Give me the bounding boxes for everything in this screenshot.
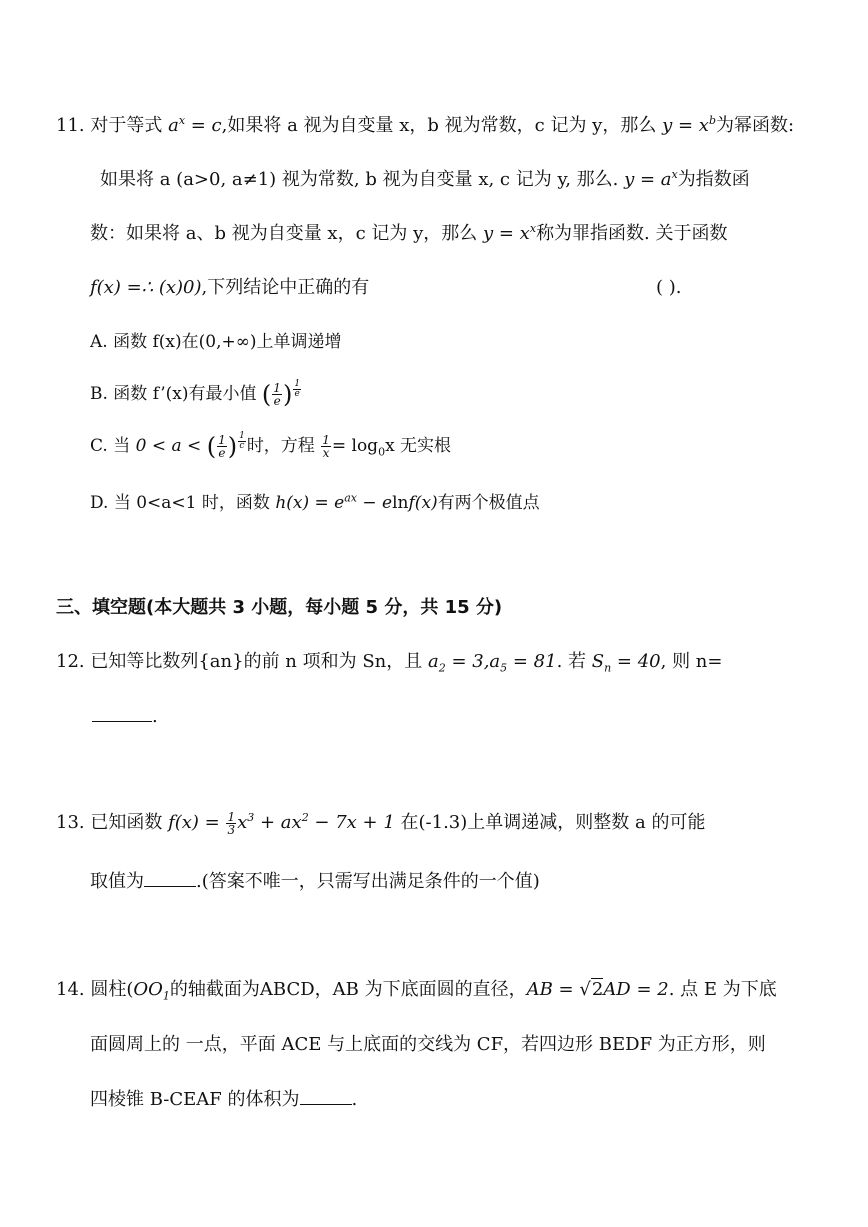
q12-suffix: , 则 n= (660, 651, 723, 672)
q14-l3-prefix: 四棱锥 B-CEAF 的体积为 (90, 1089, 300, 1110)
q11-optd-suffix: 有两个极值点 (437, 493, 540, 513)
q11-answer-paren: ( ). (656, 277, 682, 298)
q11-option-c: C. 当 0 < a < ( $\frac{1}{e}$ ) $^{\frac{1}{c}}$ 时，方程 $\frac{1}{x}$ = $\log_0x$ 无实根 (90, 431, 452, 461)
q13-suffix: 在(-1.3)上单调递减，则整数 a 的可能 (394, 812, 706, 833)
q11-option-d (90, 490, 540, 516)
q11-line3-prefix: 数：如果将 a、b 视为自变量 x，c 记为 y，那么 (90, 223, 483, 244)
q11-optb-prefix: B. 函数 f’(x)有最小值 (90, 384, 262, 405)
q14-axis: $OO_1$ (133, 979, 170, 1003)
q14-suffix: . 点 E 为下底 (668, 979, 777, 1000)
q11-line4-text: ,下列结论中正确的有 (201, 277, 370, 298)
q11-function-def: f(x) =∴ (x)0) (90, 277, 202, 298)
q14-answer-blank[interactable] (300, 1086, 352, 1105)
q11-line-4 (90, 275, 730, 301)
q11-option-b: B. 函数 f’(x)有最小值 ( $\frac{1}{e}$ ) $^{\frac{1}{e}}$ (90, 379, 301, 409)
q11-equation-power: $y = x^b$ (662, 114, 716, 136)
q13-line-1 (56, 810, 705, 836)
q13-l2-prefix: 取值为 (90, 871, 144, 892)
q11-line1-mid: ,如果将 a 视为自变量 x，b 视为常数，c 记为 y，那么 (221, 115, 663, 136)
q12-line-1 (56, 649, 722, 675)
q11-optd-function: $h(x) = e^{ax} - elnf(x)$ (275, 491, 438, 513)
q11-equation-exp: $y = a^x$ (624, 168, 678, 190)
q14-l3-suffix: . (351, 1089, 358, 1110)
q11-equation-powexp: $y = x^x$ (482, 222, 537, 244)
q13-line-2 (90, 868, 540, 895)
q11-number-text: 11. 对于等式 (56, 115, 169, 136)
q14-mid: 的轴截面为ABCD，AB 为下底面圆的直径， (169, 979, 527, 1000)
q11-line1-suffix: 为幂函数: (715, 115, 795, 136)
q14-line-1 (56, 977, 777, 1003)
section-3-heading: 三、填空题(本大题共 3 小题，每小题 5 分，共 15 分) (56, 597, 503, 618)
q14-prefix: 14. 圆柱( (56, 979, 134, 1000)
q14-equation: AB = √2AD = 2 (526, 979, 669, 1000)
q11-line-2 (100, 167, 750, 193)
q11-optc-suffix: x 无实根 (385, 436, 452, 457)
q11-line3-suffix: 称为罪指函数. 关于函数 (536, 223, 728, 244)
q12-mid: . 若 (556, 651, 592, 672)
q11-line-1 (56, 113, 794, 139)
q12-end: . (152, 706, 158, 727)
q11-line2-prefix: 如果将 a (a>0, a≠1) 视为常数, b 视为自变量 x, c 记为 y, 那么. (100, 169, 625, 190)
q13-l2-suffix: .(答案不唯一，只需写出满足条件的一个值) (196, 871, 540, 892)
q12-prefix: 12. 已知等比数列{an}的前 n 项和为 Sn，且 (56, 651, 428, 672)
q11-option-a: A. 函数 f(x)在(0,+∞)上单调递增 (90, 332, 342, 352)
q11-optc-prefix: C. 当 (90, 436, 136, 457)
q12-given: $a_2 = 3,a_5 = 81$ (427, 651, 557, 675)
q13-prefix: 13. 已知函数 (56, 812, 169, 833)
q11-optc-eq: = log (331, 436, 379, 457)
q11-equation-ax: $a^x = c$ (168, 114, 222, 136)
q11-line-3 (90, 221, 728, 247)
q12-answer-blank[interactable] (92, 703, 152, 722)
q12-sum: $S_n = 40$ (591, 651, 661, 675)
q13-function: f(x) = $\frac{1}{3}$ $x^3 + ax^2 - 7x + 1$ (168, 809, 395, 837)
q11-optd-prefix: D. 当 0<a<1 时，函数 (90, 493, 276, 513)
q13-answer-blank[interactable] (144, 868, 196, 887)
q11-optc-mid: 时，方程 (246, 436, 321, 457)
q14-line-2: 面圆周上的 一点，平面 ACE 与上底面的交线为 CF，若四边形 BEDF 为正方形，则 (90, 1034, 766, 1055)
q14-line-3 (90, 1086, 357, 1113)
q11-line2-suffix: 为指数函 (677, 169, 750, 190)
q12-line-2 (92, 703, 158, 730)
